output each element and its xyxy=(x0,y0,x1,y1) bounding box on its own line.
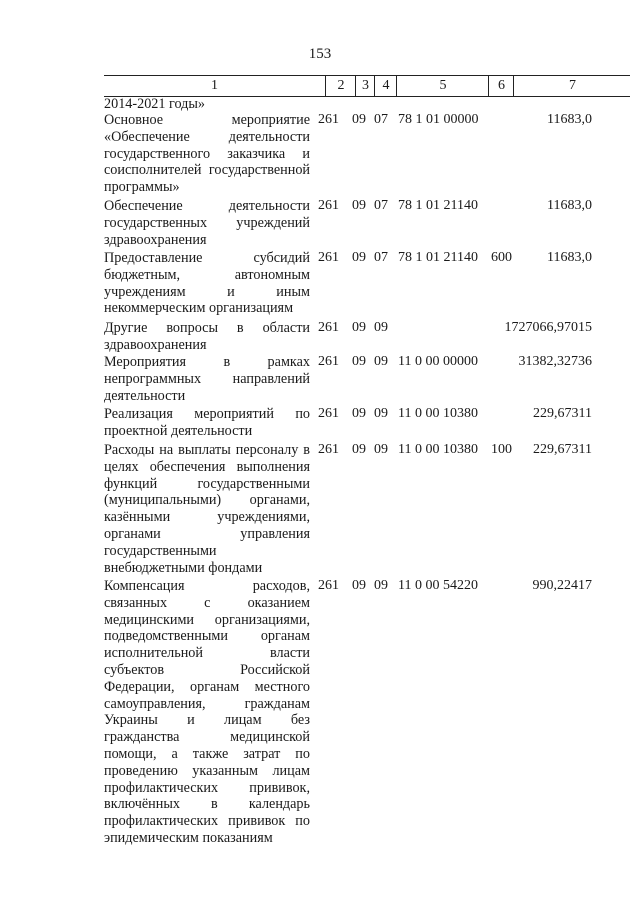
col-3-value: 09 xyxy=(352,250,366,265)
header-col-1: 1 xyxy=(211,78,218,93)
col-5-value: 11 0 00 00000 xyxy=(398,354,478,369)
col-7-value: 11683,0 xyxy=(547,198,592,213)
row-name: Компенсация расходов, связанных с оказанием медицинскими организациями, подведомственными органам исполнительной власти субъектов Российской Федерации, органам местного самоуправления, гражданам Украины и лицам без гражданства медицинской помощи, а также затрат по проведению указанным лицам профилактических прививок, включённых в календарь профилактических прививок по эпидемическим показаниям xyxy=(104,578,310,846)
col-3-value: 09 xyxy=(352,442,366,457)
col-3-value: 09 xyxy=(352,354,366,369)
col-4-value: 09 xyxy=(374,578,388,593)
page-number: 153 xyxy=(308,46,332,62)
col-7-value: 11683,0 xyxy=(547,112,592,127)
col-5-value: 11 0 00 54220 xyxy=(398,578,478,593)
col-6-value: 100 xyxy=(491,442,512,457)
col-2-value: 261 xyxy=(318,442,339,457)
col-4-value: 07 xyxy=(374,198,388,213)
table-header xyxy=(104,75,630,97)
col-7-value: 229,67311 xyxy=(533,442,592,457)
col-5-value: 78 1 01 00000 xyxy=(398,112,479,127)
row-name: Другие вопросы в области здравоохранения xyxy=(104,320,310,353)
header-col-4: 4 xyxy=(374,76,397,96)
row-name: Предоставление субсидий бюджетным, автономным учреждениям и иным некоммерческим организациям xyxy=(104,250,310,317)
col-4-value: 09 xyxy=(374,320,388,335)
header-col-6: 6 xyxy=(488,76,514,96)
header-col-2: 2 xyxy=(325,76,356,96)
col-6-value: 600 xyxy=(491,250,512,265)
col-4-value: 09 xyxy=(374,442,388,457)
col-2-value: 261 xyxy=(318,320,339,335)
col-7-value: 11683,0 xyxy=(547,250,592,265)
col-3-value: 09 xyxy=(352,112,366,127)
col-7-value: 990,22417 xyxy=(532,578,592,593)
col-2-value: 261 xyxy=(318,198,339,213)
col-2-value: 261 xyxy=(318,578,339,593)
col-4-value: 07 xyxy=(374,112,388,127)
header-col-5: 5 xyxy=(396,76,489,96)
col-7-value: 229,67311 xyxy=(533,406,592,421)
row-name: Обеспечение деятельности государственных учреждений здравоохранения xyxy=(104,198,310,248)
col-5-value: 11 0 00 10380 xyxy=(398,442,478,457)
col-5-value: 78 1 01 21140 xyxy=(398,198,478,213)
row-name: Основное мероприятие «Обеспечение деятельности государственного заказчика и соисполнителей государственной программы» xyxy=(104,112,310,196)
col-2-value: 261 xyxy=(318,354,339,369)
header-col-7: 7 xyxy=(513,76,631,96)
col-2-value: 261 xyxy=(318,406,339,421)
row-name: Реализация мероприятий по проектной деятельности xyxy=(104,406,310,439)
col-4-value: 09 xyxy=(374,406,388,421)
col-3-value: 09 xyxy=(352,406,366,421)
continuation-text: 2014-2021 годы» xyxy=(104,96,206,112)
row-name: Расходы на выплаты персоналу в целях обеспечения выполнения функций государственными (муниципальными) органами, казёнными учреждениями, органами управления государственными внебюджетными фондами xyxy=(104,442,310,576)
col-5-value: 11 0 00 10380 xyxy=(398,406,478,421)
col-2-value: 261 xyxy=(318,250,339,265)
header-col-3: 3 xyxy=(355,76,375,96)
col-3-value: 09 xyxy=(352,198,366,213)
col-3-value: 09 xyxy=(352,578,366,593)
col-4-value: 09 xyxy=(374,354,388,369)
col-7-value: 1727066,97015 xyxy=(504,320,592,335)
col-2-value: 261 xyxy=(318,112,339,127)
col-3-value: 09 xyxy=(352,320,366,335)
col-4-value: 07 xyxy=(374,250,388,265)
row-name: Мероприятия в рамках непрограммных направлений деятельности xyxy=(104,354,310,404)
col-7-value: 31382,32736 xyxy=(518,354,592,369)
col-5-value: 78 1 01 21140 xyxy=(398,250,478,265)
